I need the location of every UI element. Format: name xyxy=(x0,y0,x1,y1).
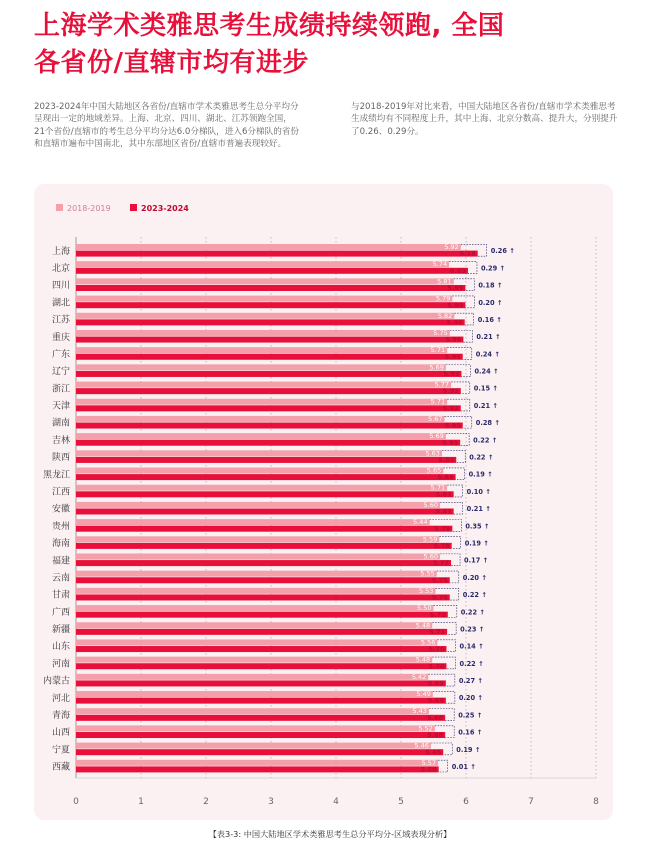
legend-swatch-2023 xyxy=(130,204,137,211)
value-label-2018: 5.71 xyxy=(430,346,446,355)
category-label: 福建 xyxy=(51,556,70,567)
chart-caption: 【表3-3: 中国大陆地区学术类雅思考生总分平均分-区域表现分析】 xyxy=(208,829,452,839)
value-label-2023: 5.91 xyxy=(442,438,459,447)
x-tick-label: 6 xyxy=(463,797,469,807)
bar-2018 xyxy=(76,622,432,628)
bar-2023 xyxy=(76,491,454,497)
bar-2023 xyxy=(76,388,461,394)
difference-label: 0.10 ↑ xyxy=(466,487,491,496)
value-label-2023: 5.68 xyxy=(427,731,444,740)
bar-2018 xyxy=(76,519,430,525)
difference-label: 0.24 ↑ xyxy=(475,350,500,359)
difference-label: 0.22 ↑ xyxy=(473,436,498,445)
category-label: 山西 xyxy=(51,728,70,739)
bar-2018 xyxy=(76,313,454,319)
bar-2023 xyxy=(76,337,463,343)
value-label-2018: 5.50 xyxy=(417,604,432,613)
difference-label: 0.19 ↑ xyxy=(464,539,489,548)
value-label-2023: 5.65 xyxy=(425,748,442,757)
value-label-2018: 5.42 xyxy=(411,672,427,681)
difference-label: 0.20 ↑ xyxy=(462,573,487,582)
x-tick-label: 2 xyxy=(203,797,209,807)
bar-2023 xyxy=(76,268,468,274)
x-tick-label: 5 xyxy=(398,797,404,807)
value-label-2023: 5.92 xyxy=(442,387,459,396)
difference-label: 0.25 ↑ xyxy=(458,711,483,720)
value-label-2023: 5.69 xyxy=(427,696,444,705)
value-label-2023: 6.03 xyxy=(449,266,466,275)
category-label: 上海 xyxy=(51,246,70,257)
bar-2023 xyxy=(76,646,447,652)
value-label-2018: 5.48 xyxy=(415,621,431,630)
bar-2018 xyxy=(76,450,442,456)
value-label-2018: 5.48 xyxy=(415,655,431,664)
value-label-2023: 6.18 xyxy=(459,249,476,258)
value-label-2018: 5.69 xyxy=(429,363,444,372)
bar-2023 xyxy=(76,766,439,772)
difference-label: 0.21 ↑ xyxy=(466,505,491,514)
difference-label: 0.22 ↑ xyxy=(459,659,484,668)
bar-2018 xyxy=(76,296,452,302)
x-tick-label: 1 xyxy=(138,797,144,807)
value-label-2018: 5.69 xyxy=(429,432,444,441)
bar-2018 xyxy=(76,278,454,284)
difference-label: 0.16 ↑ xyxy=(458,728,483,737)
value-label-2018: 5.57 xyxy=(421,758,437,767)
value-label-2023: 5.75 xyxy=(431,593,448,602)
value-label-2018: 5.49 xyxy=(416,690,431,699)
bar-2018 xyxy=(76,399,447,405)
bar-2018 xyxy=(76,416,445,422)
x-tick-label: 0 xyxy=(73,797,79,807)
value-label-2018: 5.46 xyxy=(414,741,429,750)
difference-label: 0.29 ↑ xyxy=(480,264,506,273)
category-label: 吉林 xyxy=(51,435,70,446)
difference-label: 0.23 ↑ xyxy=(460,625,485,634)
value-label-2023: 5.96 xyxy=(445,335,462,344)
category-label: 湖北 xyxy=(51,298,70,309)
chart-panel xyxy=(34,184,613,820)
bar-2018 xyxy=(76,244,461,250)
bar-2023 xyxy=(76,577,450,583)
value-label-2023: 5.69 xyxy=(427,679,444,688)
bar-2018 xyxy=(76,485,447,491)
value-label-2018: 5.74 xyxy=(432,260,448,269)
page-title xyxy=(34,8,634,82)
value-label-2023: 5.70 xyxy=(428,645,445,654)
bar-2018 xyxy=(76,588,435,594)
value-label-2023: 5.98 xyxy=(446,318,463,327)
value-label-2023: 5.99 xyxy=(447,284,464,293)
category-label: 海南 xyxy=(51,539,70,550)
category-label: 湖南 xyxy=(51,418,70,429)
bar-2018 xyxy=(76,347,447,353)
category-label: 江西 xyxy=(51,487,70,498)
value-label-2018: 5.44 xyxy=(413,518,428,527)
category-label: 重庆 xyxy=(51,332,70,343)
value-label-2018: 5.81 xyxy=(437,277,452,286)
difference-label: 0.20 ↑ xyxy=(458,694,483,703)
bar-2023 xyxy=(76,560,451,566)
difference-label: 0.19 ↑ xyxy=(468,470,493,479)
category-label: 宁夏 xyxy=(51,745,70,756)
value-label-2023: 5.95 xyxy=(444,352,461,361)
value-label-2023: 5.58 xyxy=(420,765,437,774)
category-label: 青海 xyxy=(51,711,70,722)
value-label-2023: 5.85 xyxy=(438,456,455,465)
difference-label: 0.22 ↑ xyxy=(469,453,494,462)
value-label-2018: 5.79 xyxy=(435,294,451,303)
bar-2023 xyxy=(76,405,461,411)
difference-label: 0.35 ↑ xyxy=(465,522,490,531)
category-label: 云南 xyxy=(51,573,70,584)
bar-chart xyxy=(34,184,613,820)
value-label-2018: 5.52 xyxy=(418,724,433,733)
difference-label: 0.22 ↑ xyxy=(460,608,485,617)
bar-2023 xyxy=(76,663,447,669)
bar-2018 xyxy=(76,657,432,663)
bar-2023 xyxy=(76,526,452,532)
value-label-2023: 5.81 xyxy=(435,507,452,516)
bar-2018 xyxy=(76,743,431,749)
bar-2018 xyxy=(76,553,440,559)
bar-2018 xyxy=(76,502,440,508)
difference-label: 0.18 ↑ xyxy=(478,281,503,290)
title-line-2: 各省份/直辖市均有进步 xyxy=(34,48,309,78)
value-label-2018: 5.67 xyxy=(428,414,443,423)
bar-2018 xyxy=(76,382,451,388)
bar-2023 xyxy=(76,474,456,480)
category-label: 内蒙古 xyxy=(42,676,70,687)
legend-label-2023: 2023-2024 xyxy=(141,204,189,213)
category-label: 江苏 xyxy=(51,315,70,326)
value-label-2023: 5.70 xyxy=(428,662,445,671)
difference-label: 0.26 ↑ xyxy=(490,247,515,256)
difference-label: 0.16 ↑ xyxy=(477,315,502,324)
value-label-2023: 5.77 xyxy=(433,559,450,568)
intro-text-right: 与2018-2019年对比来看，中国大陆地区各省份/直辖市学术类雅思考生成绩均有不同程度上升，其中上海、北京分数高、提升大，分别提升了0.26、0.29分。 xyxy=(351,102,618,137)
value-label-2018: 5.77 xyxy=(434,380,450,389)
bar-2023 xyxy=(76,680,446,686)
difference-label: 0.14 ↑ xyxy=(459,642,484,651)
comparison-bracket xyxy=(438,760,448,772)
bar-2023 xyxy=(76,371,461,377)
bar-2023 xyxy=(76,440,460,446)
value-label-2023: 5.84 xyxy=(437,473,454,482)
value-label-2018: 5.71 xyxy=(430,397,446,406)
bar-2018 xyxy=(76,536,439,542)
title-line-1: 上海学术类雅思考生成绩持续领跑, 全国 xyxy=(34,11,505,41)
bar-2018 xyxy=(76,330,450,336)
x-tick-label: 3 xyxy=(268,797,274,807)
bar-2023 xyxy=(76,285,465,291)
value-label-2018: 5.65 xyxy=(426,466,442,475)
bar-2018 xyxy=(76,605,434,611)
bar-2023 xyxy=(76,543,452,549)
bar-2018 xyxy=(76,433,446,439)
bar-2018 xyxy=(76,571,437,577)
value-label-2018: 5.71 xyxy=(430,483,446,492)
x-tick-label: 4 xyxy=(333,797,339,807)
difference-label: 0.17 ↑ xyxy=(464,556,489,565)
bar-2023 xyxy=(76,715,445,721)
bar-2018 xyxy=(76,674,428,680)
value-label-2023: 5.72 xyxy=(429,610,446,619)
category-label: 四川 xyxy=(51,281,70,292)
category-label: 广西 xyxy=(51,607,70,618)
category-label: 河南 xyxy=(51,659,70,670)
legend-label-2018: 2018-2019 xyxy=(67,204,111,213)
difference-label: 0.15 ↑ xyxy=(473,384,498,393)
value-label-2023: 5.75 xyxy=(431,576,448,585)
bar-2018 xyxy=(76,639,437,645)
bar-2023 xyxy=(76,509,454,515)
bar-2023 xyxy=(76,302,465,308)
value-label-2018: 5.56 xyxy=(420,638,436,647)
difference-label: 0.24 ↑ xyxy=(474,367,499,376)
value-label-2018: 5.53 xyxy=(418,586,434,595)
difference-label: 0.01 ↑ xyxy=(451,763,476,772)
bar-2023 xyxy=(76,319,465,325)
x-tick-label: 8 xyxy=(593,797,599,807)
x-tick-label: 7 xyxy=(528,797,534,807)
value-label-2023: 5.78 xyxy=(433,541,450,550)
value-label-2018: 5.55 xyxy=(420,569,435,578)
intro-text-left: 2023-2024年中国大陆地区各省份/直辖市学术类雅思考生总分平均分呈现出一定的地域差异。上海、北京、四川、湖北、江苏领跑全国，21个省份/直辖市的考生总分平均分达6.0分梯队，进入6分梯队的省份和直辖市遍布中国南北，其中东部地区省份/直辖市普遍表现较好。 xyxy=(34,102,299,149)
category-label: 河北 xyxy=(51,693,70,704)
bar-2023 xyxy=(76,423,463,429)
difference-label: 0.22 ↑ xyxy=(462,591,487,600)
bar-2023 xyxy=(76,698,446,704)
category-label: 新疆 xyxy=(51,625,70,636)
category-label: 陕西 xyxy=(51,453,70,464)
bar-2018 xyxy=(76,691,433,697)
category-label: 浙江 xyxy=(51,384,70,395)
category-label: 山东 xyxy=(51,642,70,653)
bar-2023 xyxy=(76,749,443,755)
bar-2023 xyxy=(76,594,450,600)
value-label-2018: 5.60 xyxy=(423,500,438,509)
bar-2018 xyxy=(76,760,438,766)
difference-label: 0.28 ↑ xyxy=(475,419,500,428)
bar-2018 xyxy=(76,725,435,731)
category-label: 辽宁 xyxy=(51,367,70,378)
bar-2023 xyxy=(76,354,463,360)
difference-label: 0.27 ↑ xyxy=(458,677,483,686)
difference-label: 0.21 ↑ xyxy=(473,401,498,410)
value-label-2018: 5.43 xyxy=(412,707,427,716)
value-label-2023: 5.81 xyxy=(435,490,452,499)
bar-2023 xyxy=(76,612,448,618)
category-label: 贵州 xyxy=(51,521,70,532)
category-label: 安徽 xyxy=(51,504,70,515)
category-label: 甘肃 xyxy=(51,590,70,601)
value-label-2023: 5.99 xyxy=(447,301,464,310)
value-label-2018: 5.82 xyxy=(437,311,453,320)
value-label-2023: 5.95 xyxy=(444,421,461,430)
bar-2023 xyxy=(76,251,478,257)
difference-label: 0.20 ↑ xyxy=(478,298,503,307)
bar-2023 xyxy=(76,457,456,463)
value-label-2023: 5.68 xyxy=(427,713,444,722)
difference-label: 0.19 ↑ xyxy=(456,745,481,754)
value-label-2018: 5.92 xyxy=(444,242,459,251)
category-label: 天津 xyxy=(51,401,70,412)
value-label-2023: 5.92 xyxy=(442,404,459,413)
category-label: 北京 xyxy=(51,263,70,274)
bar-2023 xyxy=(76,629,447,635)
value-label-2018: 5.63 xyxy=(425,449,440,458)
category-label: 黑龙江 xyxy=(42,470,70,481)
difference-label: 0.21 ↑ xyxy=(476,333,501,342)
value-label-2018: 5.59 xyxy=(422,535,438,544)
bar-2018 xyxy=(76,708,429,714)
bar-2023 xyxy=(76,732,445,738)
value-label-2018: 5.75 xyxy=(433,328,448,337)
category-label: 西藏 xyxy=(51,762,70,773)
bar-2018 xyxy=(76,468,443,474)
legend-swatch-2018 xyxy=(56,204,63,211)
value-label-2023: 5.79 xyxy=(434,524,451,533)
value-label-2023: 5.71 xyxy=(429,627,446,636)
category-label: 广东 xyxy=(51,349,70,360)
value-label-2023: 5.93 xyxy=(443,370,460,379)
bar-2018 xyxy=(76,261,449,267)
bar-2018 xyxy=(76,364,446,370)
value-label-2018: 5.60 xyxy=(423,552,438,561)
